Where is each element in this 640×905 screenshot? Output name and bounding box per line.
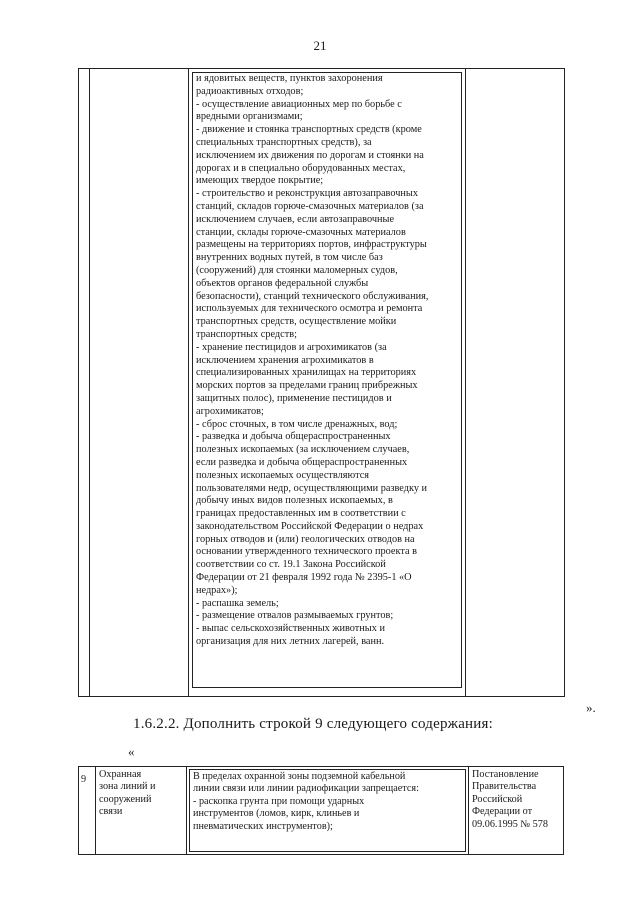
continuation-table (78, 68, 565, 697)
text-line: морских портов за пределами границ прибрежных (196, 380, 418, 392)
text-line: полезных ископаемых осуществляются (196, 469, 369, 481)
text-line: если разведка и добыча общераспространенных (196, 456, 408, 468)
text-line: станции, склады горюче-смазочных материалов (196, 226, 406, 238)
text-line: радиоактивных отходов; (196, 85, 304, 97)
text-line: - сброс сточных, в том числе дренажных, вод; (196, 418, 398, 430)
text-line: транспортных средств, осуществление мойки (196, 316, 397, 328)
zone-name (99, 769, 183, 819)
row-number: 9 (81, 774, 87, 785)
document-reference (472, 769, 560, 831)
document-ref-cell (469, 767, 564, 855)
text-line: Федерации от 21 февраля 1992 года № 2395-1 «О (196, 572, 412, 584)
text-line: недрах»); (196, 584, 238, 596)
text-line: - раскопка грунта при помощи ударных (193, 795, 365, 807)
text-line: и ядовитых веществ, пунктов захоронения (196, 73, 383, 84)
new-row-table (78, 766, 564, 855)
text-line: дорогах и в специально оборудованных местах, (196, 162, 406, 174)
restrictions-inner-box (192, 72, 462, 688)
restrictions-new-inner-box (189, 769, 466, 852)
text-line: исключением случаев, если автозаправочные (196, 213, 395, 225)
text-line: - хранение пестицидов и агрохимикатов (за (196, 341, 387, 353)
text-line: защитных полос), применение пестицидов и (196, 392, 392, 404)
document-reference-line: Правительства (472, 781, 537, 793)
text-line: пользователями недр, осуществляющими разведку и (196, 482, 428, 494)
text-line: имеющих твердое покрытие; (196, 175, 324, 187)
text-line: (сооружений) для стоянки маломерных судов, (196, 264, 398, 276)
document-cell (466, 69, 565, 697)
text-line: горных отводов и (или) геологических отводов на (196, 533, 415, 545)
zone-name-line: сооружений (99, 793, 152, 805)
text-line: исключением их движения по дорогам и стоянки на (196, 149, 424, 161)
text-line: - осуществление авиационных мер по борьбе с (196, 98, 402, 110)
text-line: линии связи или линии радиофикации запрещается: (193, 783, 419, 795)
text-line: - разведка и добыча общераспространенных (196, 431, 391, 443)
text-line: - движение и стоянка транспортных средств (кроме (196, 124, 422, 136)
opening-quote: « (128, 744, 135, 759)
amendment-instruction: 1.6.2.2. Дополнить строкой 9 следующего содержания: (133, 716, 493, 732)
text-line: полезных ископаемых (за исключением случаев, (196, 444, 410, 456)
text-line: агрохимикатов; (196, 405, 264, 417)
zone-name-cell (96, 767, 187, 855)
text-line: исключением хранения агрохимикатов в (196, 354, 374, 366)
closing-quote: ». (586, 700, 596, 715)
document-reference-line: Постановление (472, 769, 539, 780)
text-line: В пределах охранной зоны подземной кабельной (193, 771, 406, 782)
text-line: безопасности), станций технического обслуживания, (196, 290, 429, 302)
text-line: внутренних водных путей, в том числе баз (196, 252, 383, 264)
text-line: инструментов (ломов, кирк, клиньев и (193, 808, 360, 820)
zone-cell (90, 69, 189, 697)
zone-name-line: зона линий и (99, 781, 156, 793)
text-line: соответствии со ст. 19.1 Закона Российской (196, 559, 386, 571)
text-line: законодательством Российской Федерации о недрах (196, 520, 424, 532)
text-line: организация для них летних лагерей, ванн. (196, 636, 385, 648)
restrictions-cell (189, 69, 466, 697)
document-reference-line: Федерации от (472, 806, 533, 818)
text-line: добычу иных видов полезных ископаемых, в (196, 495, 393, 507)
text-line: основании утвержденного технического проекта в (196, 546, 417, 558)
text-line: - распашка земель; (196, 597, 279, 609)
restrictions-new-text (193, 771, 462, 833)
text-line: специализированных хранилищах на территориях (196, 367, 417, 379)
text-line: объектов органов федеральной службы (196, 277, 369, 289)
document-reference-line: 09.06.1995 № 578 (472, 818, 548, 830)
text-line: - строительство и реконструкция автозаправочных (196, 188, 418, 200)
row-number-cell (79, 767, 96, 855)
text-line: пневматических инструментов); (193, 820, 333, 832)
zone-name-line: Охранная (99, 769, 142, 780)
text-line: - размещение отвалов размываемых грунтов; (196, 610, 394, 622)
zone-name-line: связи (99, 806, 123, 818)
text-line: специальных транспортных средств), за (196, 136, 372, 148)
text-line: используемых для технического осмотра и ремонта (196, 303, 423, 315)
number-cell (79, 69, 90, 697)
text-line: станций, складов горюче-смазочных материалов (за (196, 200, 424, 212)
text-line: - выпас сельскохозяйственных животных и (196, 623, 385, 635)
text-line: вредными организмами; (196, 111, 303, 123)
text-line: размещены на территориях портов, инфраструктуры (196, 239, 427, 251)
text-line: границах предоставленных им в соответствии с (196, 508, 406, 520)
restrictions-text (193, 73, 461, 649)
document-reference-line: Российской (472, 793, 523, 805)
page-number: 21 (313, 38, 327, 53)
restrictions-new-cell (187, 767, 469, 855)
text-line: транспортных средств; (196, 328, 297, 340)
